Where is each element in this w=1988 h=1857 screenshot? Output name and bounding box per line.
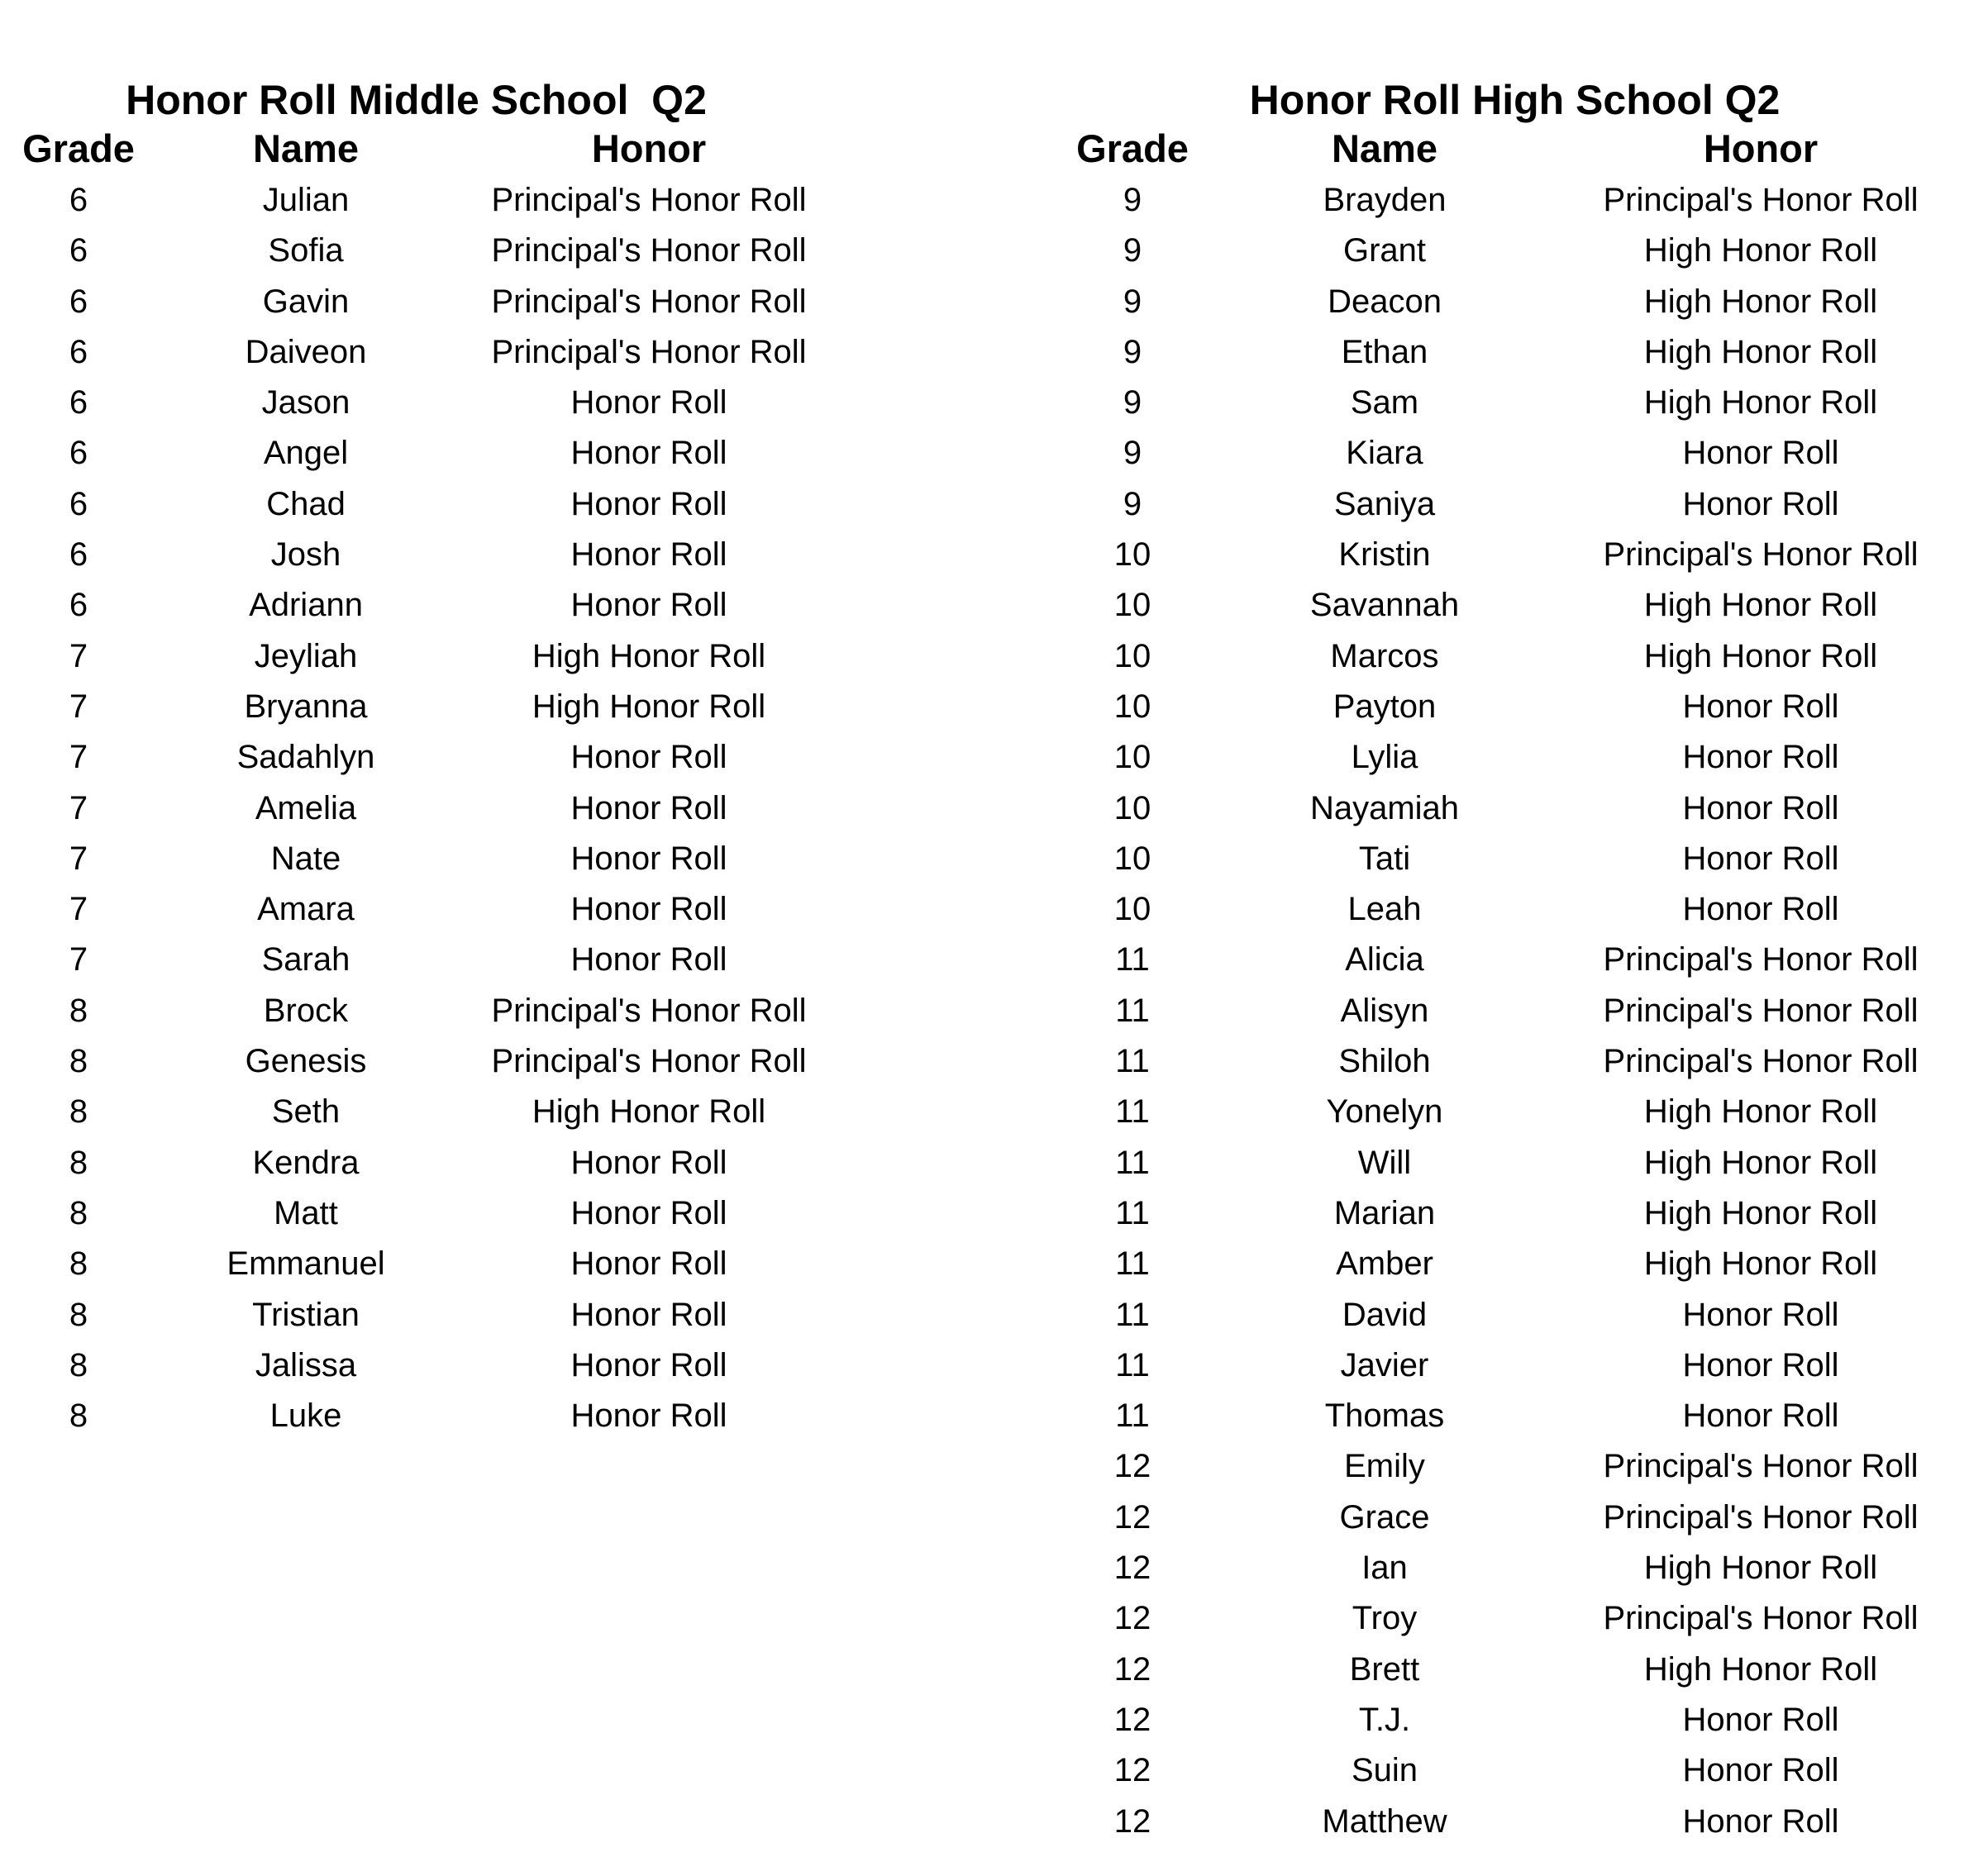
honor-cell: High Honor Roll (532, 688, 766, 725)
grade-cell: 11 (1115, 992, 1150, 1029)
grade-cell: 6 (69, 232, 88, 269)
grade-cell: 10 (1113, 637, 1151, 674)
grade-cell: 9 (1123, 182, 1142, 218)
grade-cell: 10 (1113, 739, 1151, 776)
name-cell: Gavin (262, 283, 350, 320)
honor-cell: Honor Roll (570, 891, 727, 928)
name-cell: Amara (257, 891, 355, 928)
honor-cell: High Honor Roll (1643, 1245, 1878, 1283)
high-school-title: Honor Roll High School Q2 (1249, 77, 1781, 123)
grade-cell: 10 (1113, 789, 1151, 826)
grade-cell: 11 (1115, 1093, 1150, 1131)
name-cell: Josh (270, 536, 341, 574)
grade-cell: 11 (1115, 1245, 1150, 1283)
column-header-grade: Grade (22, 126, 135, 170)
name-cell: Sadahlyn (236, 739, 375, 776)
honor-cell: High Honor Roll (532, 1093, 766, 1131)
honor-cell: Honor Roll (570, 941, 727, 978)
name-cell: Amber (1336, 1245, 1433, 1283)
name-cell: Jeyliah (254, 637, 358, 674)
grade-cell: 11 (1115, 1296, 1150, 1333)
honor-cell: Principal's Honor Roll (491, 182, 807, 218)
name-cell: Brock (263, 992, 349, 1029)
name-cell: Nate (270, 840, 341, 877)
honor-cell: Honor Roll (570, 739, 727, 776)
honor-cell: Honor Roll (570, 1194, 727, 1231)
column-header-honor: Honor (591, 126, 707, 170)
grade-cell: 8 (69, 1144, 88, 1181)
grade-cell: 11 (1115, 1194, 1150, 1231)
honor-cell: High Honor Roll (1643, 587, 1878, 624)
honor-cell: High Honor Roll (1643, 1650, 1878, 1688)
honor-cell: Honor Roll (1682, 739, 1839, 776)
name-cell: Sarah (261, 941, 350, 978)
grade-cell: 7 (69, 739, 88, 776)
honor-cell: High Honor Roll (1643, 1144, 1878, 1181)
grade-cell: 6 (69, 333, 88, 370)
honor-cell: Honor Roll (570, 1144, 727, 1181)
name-cell: T.J. (1358, 1701, 1411, 1738)
name-cell: Grace (1339, 1498, 1430, 1536)
honor-cell: Honor Roll (1682, 789, 1839, 826)
name-cell: Tristian (252, 1296, 360, 1333)
name-cell: Troy (1352, 1600, 1418, 1637)
name-cell: Marcos (1330, 637, 1439, 674)
grade-cell: 6 (69, 435, 88, 472)
grade-cell: 6 (69, 283, 88, 320)
honor-cell: Honor Roll (1682, 688, 1839, 725)
honor-cell: Honor Roll (570, 840, 727, 877)
honor-cell: Honor Roll (570, 1398, 727, 1435)
honor-cell: High Honor Roll (1643, 1194, 1878, 1231)
grade-cell: 7 (69, 637, 88, 674)
name-cell: Seth (271, 1093, 341, 1131)
name-cell: Ian (1361, 1550, 1408, 1587)
name-cell: Adriann (249, 587, 363, 624)
honor-cell: Honor Roll (570, 384, 727, 421)
name-cell: Bryanna (244, 688, 368, 725)
name-cell: Jason (261, 384, 350, 421)
name-cell: Saniya (1333, 485, 1436, 522)
column-header-grade: Grade (1076, 126, 1189, 170)
name-cell: Chad (266, 485, 346, 522)
honor-cell: Honor Roll (570, 485, 727, 522)
grade-cell: 12 (1113, 1498, 1151, 1536)
name-cell: Matthew (1322, 1802, 1447, 1840)
grade-cell: 8 (69, 1194, 88, 1231)
grade-cell: 11 (1115, 941, 1150, 978)
honor-cell: High Honor Roll (1643, 232, 1878, 269)
name-cell: Amelia (255, 789, 357, 826)
honor-cell: High Honor Roll (1643, 333, 1878, 370)
honor-cell: High Honor Roll (1643, 1550, 1878, 1587)
grade-cell: 6 (69, 182, 88, 218)
honor-cell: High Honor Roll (1643, 283, 1878, 320)
middle-school-title: Honor Roll Middle School Q2 (126, 77, 707, 123)
name-cell: Kristin (1338, 536, 1431, 574)
grade-cell: 12 (1113, 1752, 1151, 1789)
honor-cell: Honor Roll (1682, 1346, 1839, 1383)
grade-cell: 7 (69, 840, 88, 877)
honor-cell: Honor Roll (1682, 1802, 1839, 1840)
name-cell: Suin (1351, 1752, 1418, 1789)
grade-cell: 10 (1113, 891, 1151, 928)
grade-cell: 11 (1115, 1144, 1150, 1181)
honor-cell: Honor Roll (1682, 1398, 1839, 1435)
honor-cell: High Honor Roll (1643, 1093, 1878, 1131)
grade-cell: 7 (69, 891, 88, 928)
name-cell: Savannah (1309, 587, 1460, 624)
name-cell: Julian (262, 182, 350, 218)
honor-cell: Principal's Honor Roll (491, 992, 807, 1029)
grade-cell: 12 (1113, 1701, 1151, 1738)
honor-cell: Honor Roll (570, 789, 727, 826)
grade-cell: 11 (1115, 1346, 1150, 1383)
name-cell: Luke (269, 1398, 342, 1435)
honor-cell: Principal's Honor Roll (1603, 1600, 1919, 1637)
grade-cell: 11 (1115, 1043, 1150, 1080)
honor-cell: Honor Roll (570, 1346, 727, 1383)
name-cell: Tati (1358, 840, 1411, 877)
name-cell: Payton (1332, 688, 1437, 725)
name-cell: Grant (1342, 232, 1427, 269)
column-header-honor: Honor (1703, 126, 1819, 170)
name-cell: Ethan (1341, 333, 1428, 370)
grade-cell: 8 (69, 1043, 88, 1080)
name-cell: Emily (1344, 1448, 1425, 1485)
grade-cell: 12 (1113, 1650, 1151, 1688)
grade-cell: 9 (1123, 435, 1142, 472)
grade-cell: 10 (1113, 587, 1151, 624)
name-cell: Thomas (1324, 1398, 1445, 1435)
name-cell: Angel (263, 435, 349, 472)
honor-cell: Honor Roll (570, 587, 727, 624)
column-header-name: Name (1331, 126, 1437, 170)
column-header-name: Name (252, 126, 359, 170)
honor-cell: Principal's Honor Roll (1603, 1448, 1919, 1485)
honor-cell: High Honor Roll (532, 637, 766, 674)
grade-cell: 10 (1113, 536, 1151, 574)
name-cell: Alisyn (1340, 992, 1429, 1029)
grade-cell: 8 (69, 1296, 88, 1333)
honor-cell: Honor Roll (1682, 1296, 1839, 1333)
name-cell: Sam (1350, 384, 1419, 421)
honor-cell: Honor Roll (1682, 840, 1839, 877)
name-cell: Lylia (1351, 739, 1418, 776)
name-cell: Sofia (268, 232, 344, 269)
grade-cell: 10 (1113, 840, 1151, 877)
honor-cell: Honor Roll (1682, 485, 1839, 522)
honor-cell: Honor Roll (1682, 891, 1839, 928)
honor-cell: Principal's Honor Roll (491, 283, 807, 320)
grade-cell: 7 (69, 789, 88, 826)
name-cell: Will (1357, 1144, 1412, 1181)
name-cell: Alicia (1345, 941, 1424, 978)
grade-cell: 9 (1123, 485, 1142, 522)
grade-cell: 12 (1113, 1600, 1151, 1637)
name-cell: Jalissa (255, 1346, 357, 1383)
name-cell: Nayamiah (1309, 789, 1460, 826)
honor-cell: Honor Roll (570, 435, 727, 472)
grade-cell: 9 (1123, 384, 1142, 421)
name-cell: Emmanuel (226, 1245, 385, 1283)
honor-cell: Principal's Honor Roll (491, 1043, 807, 1080)
honor-cell: Principal's Honor Roll (491, 232, 807, 269)
honor-cell: High Honor Roll (1643, 384, 1878, 421)
grade-cell: 10 (1113, 688, 1151, 725)
name-cell: Daiveon (245, 333, 367, 370)
name-cell: Leah (1347, 891, 1422, 928)
grade-cell: 7 (69, 941, 88, 978)
grade-cell: 9 (1123, 283, 1142, 320)
name-cell: Kendra (252, 1144, 360, 1181)
grade-cell: 6 (69, 587, 88, 624)
grade-cell: 11 (1115, 1398, 1150, 1435)
honor-cell: Honor Roll (1682, 435, 1839, 472)
honor-cell: Honor Roll (570, 1245, 727, 1283)
name-cell: Shiloh (1338, 1043, 1431, 1080)
honor-cell: Honor Roll (570, 536, 727, 574)
grade-cell: 8 (69, 1093, 88, 1131)
honor-cell: Principal's Honor Roll (1603, 992, 1919, 1029)
name-cell: David (1342, 1296, 1428, 1333)
name-cell: Kiara (1346, 435, 1423, 472)
grade-cell: 6 (69, 536, 88, 574)
grade-cell: 12 (1113, 1550, 1151, 1587)
name-cell: Marian (1333, 1194, 1436, 1231)
grade-cell: 8 (69, 1398, 88, 1435)
grade-cell: 8 (69, 1346, 88, 1383)
honor-cell: Principal's Honor Roll (1603, 941, 1919, 978)
name-cell: Genesis (245, 1043, 367, 1080)
grade-cell: 8 (69, 1245, 88, 1283)
honor-cell: High Honor Roll (1643, 637, 1878, 674)
honor-cell: Honor Roll (570, 1296, 727, 1333)
name-cell: Matt (274, 1194, 338, 1231)
honor-cell: Principal's Honor Roll (1603, 182, 1919, 218)
grade-cell: 9 (1123, 333, 1142, 370)
name-cell: Javier (1340, 1346, 1429, 1383)
honor-cell: Principal's Honor Roll (1603, 1043, 1919, 1080)
honor-cell: Principal's Honor Roll (1603, 1498, 1919, 1536)
name-cell: Yonelyn (1326, 1093, 1443, 1131)
grade-cell: 6 (69, 384, 88, 421)
grade-cell: 9 (1123, 232, 1142, 269)
name-cell: Brayden (1323, 182, 1447, 218)
name-cell: Deacon (1328, 283, 1442, 320)
honor-cell: Principal's Honor Roll (491, 333, 807, 370)
grade-cell: 12 (1113, 1802, 1151, 1840)
grade-cell: 12 (1113, 1448, 1151, 1485)
name-cell: Brett (1349, 1650, 1420, 1688)
honor-cell: Honor Roll (1682, 1701, 1839, 1738)
honor-cell: Principal's Honor Roll (1603, 536, 1919, 574)
grade-cell: 8 (69, 992, 88, 1029)
grade-cell: 6 (69, 485, 88, 522)
honor-cell: Honor Roll (1682, 1752, 1839, 1789)
grade-cell: 7 (69, 688, 88, 725)
